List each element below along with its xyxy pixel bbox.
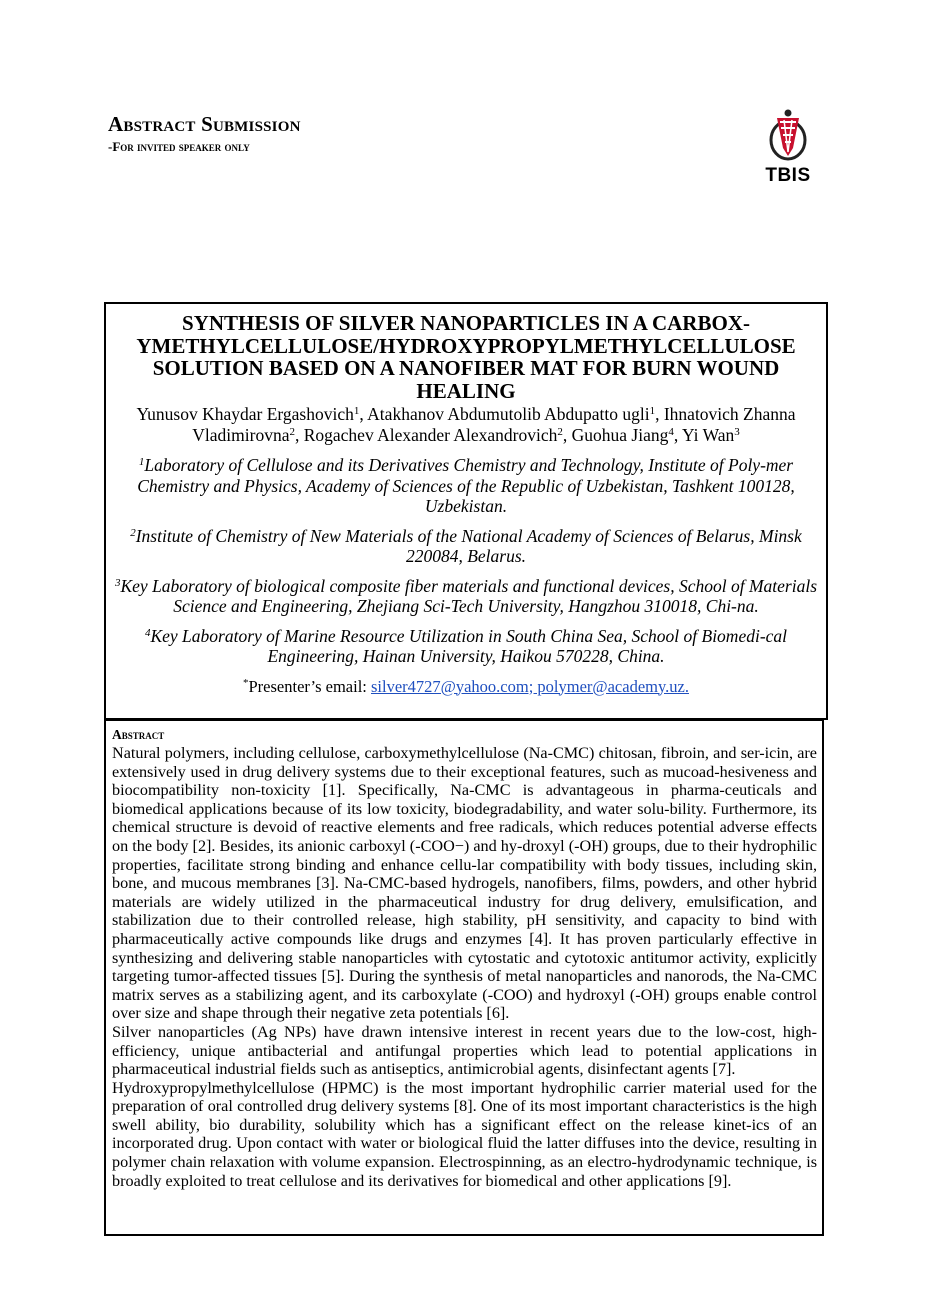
presenter-email: *Presenter’s email: silver4727@yahoo.com; polymer@academy.uz.: [243, 676, 689, 696]
header-subtitle: -For invited speaker only: [108, 139, 250, 154]
email-link[interactable]: silver4727@yahoo.com; polymer@academy.uz.: [371, 676, 689, 696]
author-list: [118, 404, 814, 446]
affiliation-2: $^2$Institute of Chemistry of New Materials of the National Academy of Sciences of Belarus, Minsk 220084, Belarus.: [130, 525, 802, 566]
abstract-paragraph: Hydroxypropylmethylcellulose (HPMC) is the most important hydrophilic carrier material used for the preparation of oral controlled drug delivery systems [8]. One of its most important characteristics is the high swell ability, bio durability, solubility which has a significant effect on the release kinet-ics of an incorporated drug. Upon contact with water or biological fluid the latter diffuses into the device, resulting in polymer chain relaxation with volume expansion. Electrospinning, as an electro-hydrodynamic technique, is broadly exploited to treat cellulose and its derivatives for biomedical and other applications [9].: [112, 1078, 817, 1190]
header-title: Abstract Submission: [108, 112, 301, 136]
page-header: [108, 112, 301, 155]
paper-title: SYNTHESIS OF SILVER NANOPARTICLES IN A CARBOX-YMETHYLCELLULOSE/HYDROXYPROPYLMETHYLCELLULOSE SOLUTION BASED ON A NANOFIBER MAT FOR BURN WOUND HEALING: [136, 311, 796, 403]
author: Yi Wan$^3$: [681, 425, 740, 445]
author: Guohua Jiang$^4$,: [571, 425, 682, 445]
affiliation-4: $^4$Key Laboratory of Marine Resource Utilization in South China Sea, School of Biomedi-cal Engineering, Hainan University, Haikou 570228, China.: [144, 625, 788, 666]
affiliation-3: $^3$Key Laboratory of biological composite fiber materials and functional devices, School of Materials Science and Engineering, Zhejiang Sci-Tech University, Hangzhou 310018, Chi-na.: [114, 575, 817, 616]
author: Ihnatovich Zhanna Vladimirovna$^2$,: [192, 404, 796, 445]
abstract-box: [104, 719, 824, 1236]
title-box: [104, 302, 828, 720]
abstract-heading: Abstract: [112, 727, 165, 742]
abstract-paragraph: Silver nanoparticles (Ag NPs) have drawn intensive interest in recent years due to the low-cost, high-efficiency, unique antibacterial and antifungal properties which lead to potential applications in pharmaceutical industrial fields such as antiseptics, antimicrobial agents, disinfectant agents [7].: [112, 1022, 817, 1079]
tbis-emblem-icon: [763, 108, 813, 164]
author: Atakhanov Abdumutolib Abdupatto ugli$^1$,: [367, 404, 664, 424]
abstract-paragraph: Natural polymers, including cellulose, carboxymethylcellulose (Na-CMC) chitosan, fibroin, and ser-icin, are extensively used in drug delivery systems due to their exceptional features, such as mucoad-hesiveness and biocompatibility non-toxicity [1]. Specifically, Na-CMC is advantageous in pharma-ceuticals and biomedical applications because of its low toxicity, biodegradability, and water solu-bility. Furthermore, its chemical structure is devoid of reactive elements and free radicals, which reduces potential adverse effects on the body [2]. Besides, its anionic carboxyl (-COO−) and hy-droxyl (-OH) groups, due to their hydrophilic properties, facilitate strong binding and enhance cellu-lar compatibility with body tissues, including skin, bone, and mucous membranes [3]. Na-CMC-based hydrogels, nanofibers, films, powders, and other hybrid materials are widely utilized in the pharmaceutical industry for drug delivery, emulsification, and stabilization due to their controlled release, high stability, pH sensitivity, and capacity to bind with pharmaceutically active compounds like drugs and enzymes [4]. It has proven particularly effective in synthesizing and delivering stable nanoparticles with cytostatic and cytotoxic antitumor activity, explicitly targeting tumor-affected tissues [5]. During the synthesis of metal nanoparticles and nanorods, the Na-CMC matrix serves as a stabilizing agent, and its carboxylate (-COO) and hydroxyl (-OH) groups enable control over size and shape through their negative zeta potentials [6].: [112, 744, 817, 1023]
tbis-logo: [748, 108, 828, 190]
affiliation-1: $^1$Laboratory of Cellulose and its Derivatives Chemistry and Technology, Institute of Poly-mer Chemistry and Physics, Academy of Sciences of the Republic of Uzbekistan, Tashkent 100128, Uzbekistan.: [137, 455, 795, 516]
author: Yunusov Khaydar Ergashovich$^1$,: [136, 404, 368, 424]
email-label: Presenter’s email:: [248, 676, 371, 696]
logo-text: TBIS: [765, 165, 811, 186]
author: Rogachev Alexander Alexandrovich$^2$,: [303, 425, 572, 445]
